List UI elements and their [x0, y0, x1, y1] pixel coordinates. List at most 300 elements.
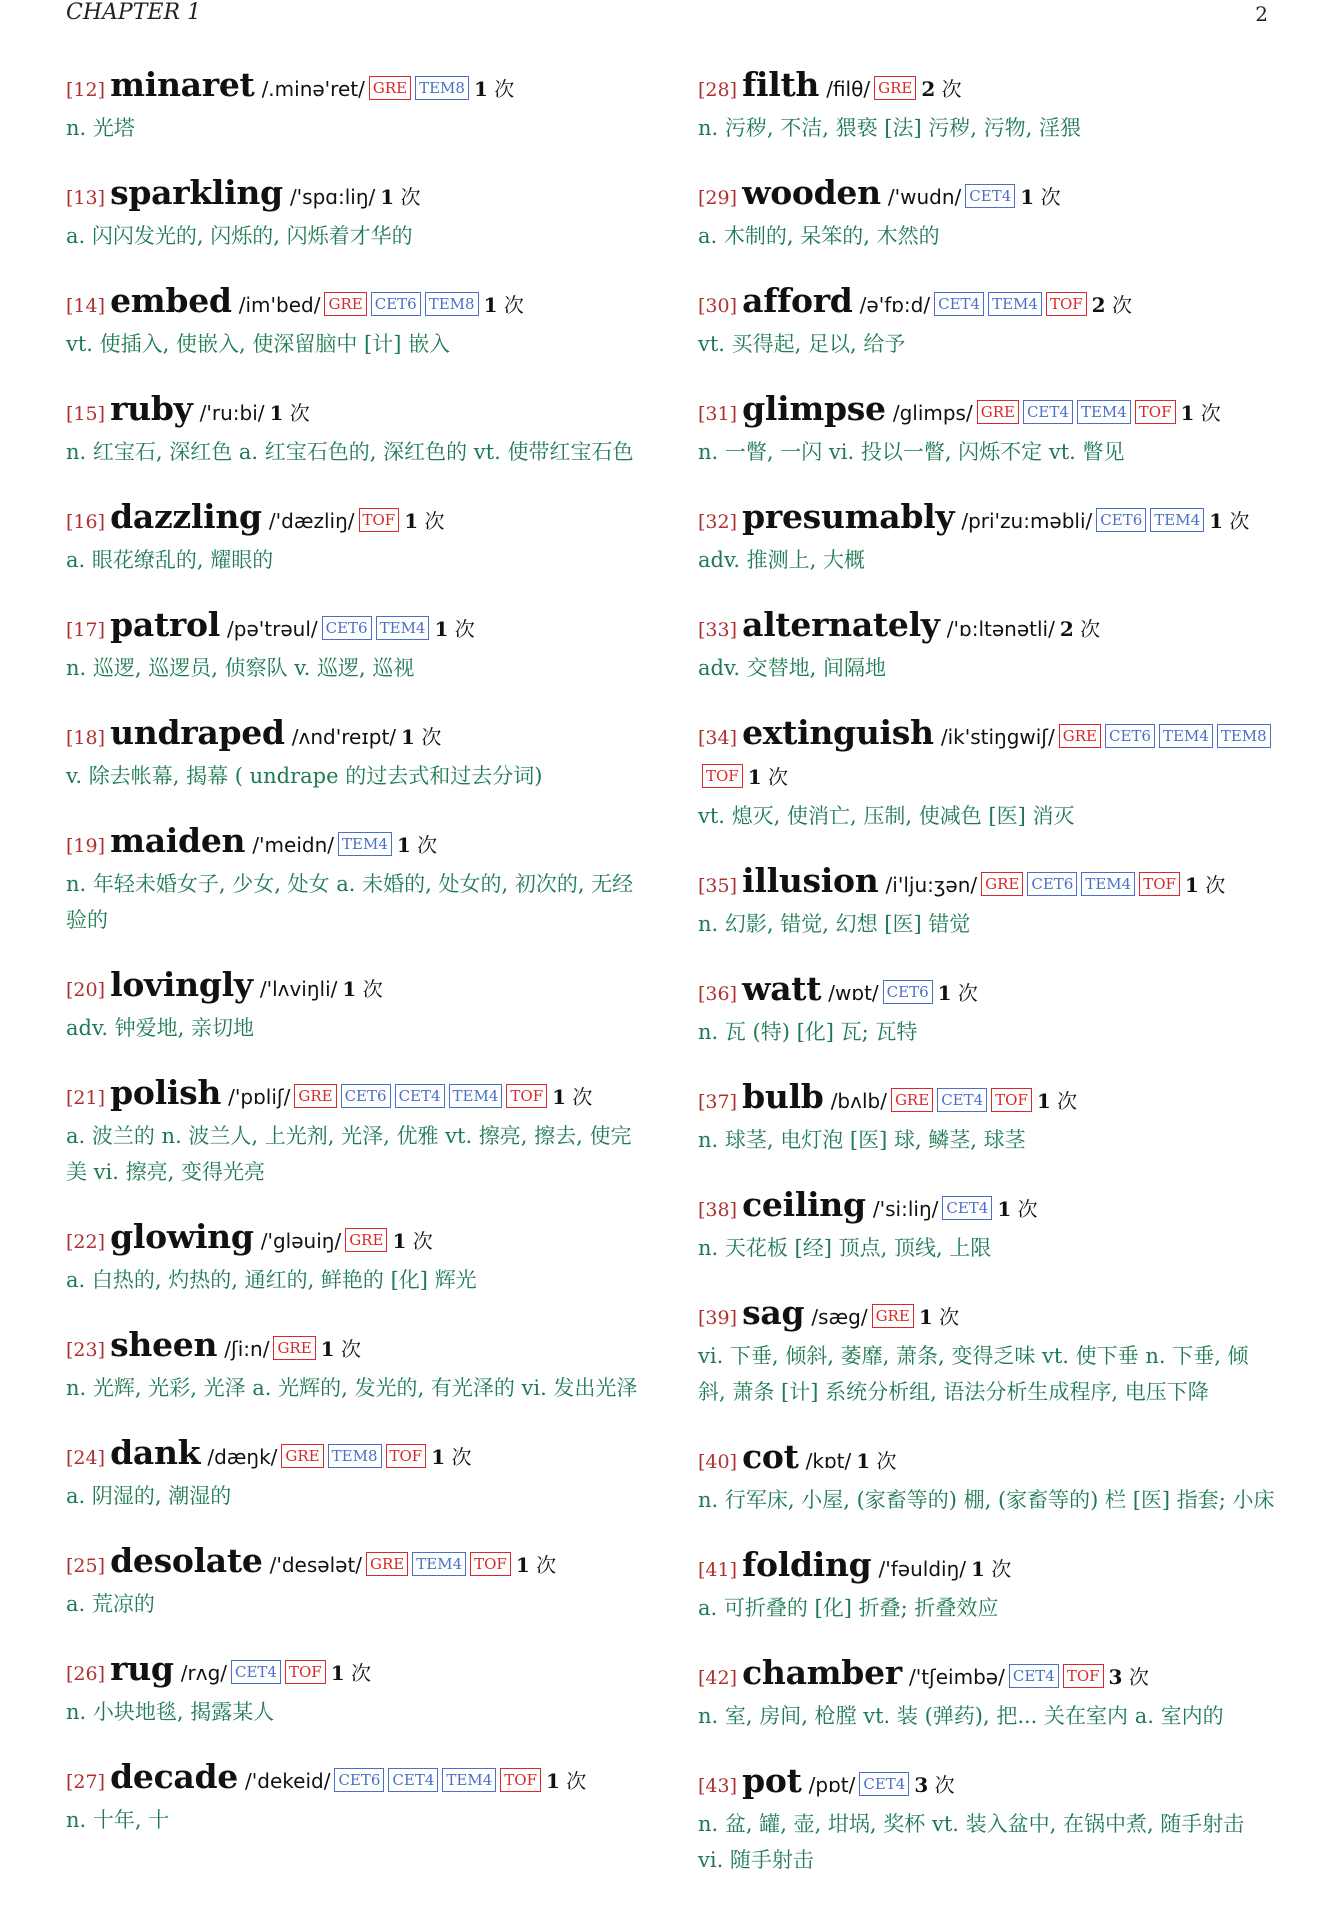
definition: vi. 下垂, 倾斜, 萎靡, 萧条, 变得乏味 vt. 使下垂 n. 下垂, 倾斜, 萧条 [计] 系统分析组, 语法分析生成程序, 电压下降 — [698, 1344, 1249, 1404]
count-unit: 次 — [991, 1557, 1012, 1581]
entry-headline — [698, 174, 1276, 218]
count-unit: 次 — [572, 1085, 593, 1109]
occurrence-count — [380, 185, 420, 209]
entry-headline — [698, 1762, 1276, 1806]
count-unit: 次 — [412, 1229, 433, 1253]
count-number: 1 — [515, 1553, 530, 1577]
count-unit: 次 — [1017, 1197, 1038, 1221]
vocab-entry — [66, 714, 646, 794]
occurrence-count — [321, 1337, 361, 1361]
count-number: 1 — [434, 617, 449, 641]
definition: n. 天花板 [经] 顶点, 顶线, 上限 — [698, 1236, 992, 1260]
headword: presumably — [742, 497, 955, 536]
count-number: 1 — [747, 765, 762, 789]
vocab-entry — [698, 174, 1276, 254]
headword: dazzling — [110, 497, 262, 536]
phonetic: /'desələt/ — [269, 1553, 363, 1577]
count-number: 2 — [921, 77, 936, 101]
exam-tag-cet4: CET4 — [965, 184, 1015, 208]
headword: ruby — [110, 389, 193, 428]
definition: n. 十年, 十 — [66, 1808, 170, 1832]
count-unit: 次 — [350, 1661, 371, 1685]
phonetic: /kɒt/ — [805, 1449, 852, 1473]
phonetic: /'wudn/ — [887, 185, 962, 209]
exam-tag-cet6: CET6 — [1105, 724, 1155, 748]
count-unit: 次 — [1057, 1089, 1078, 1113]
entry-number: [12] — [66, 79, 106, 101]
definition: v. 除去帐幕, 揭幕 ( undrape 的过去式和过去分词) — [66, 764, 543, 788]
entry-headline — [66, 606, 646, 650]
headword: maiden — [110, 821, 246, 860]
phonetic: /'meidn/ — [252, 833, 335, 857]
entry-headline — [66, 1650, 646, 1694]
right-column — [698, 66, 1276, 1906]
entry-headline — [698, 1078, 1276, 1122]
vocab-entry — [66, 174, 646, 254]
entry-headline — [66, 966, 646, 1010]
exam-tag-tof: TOF — [1139, 872, 1180, 896]
exam-tag-tof: TOF — [359, 508, 400, 532]
count-unit: 次 — [876, 1449, 897, 1473]
entry-number: [24] — [66, 1447, 106, 1469]
vocab-entry — [698, 1546, 1276, 1626]
vocab-entry — [66, 966, 646, 1046]
vocab-entry — [698, 1294, 1276, 1410]
headword: glimpse — [742, 389, 886, 428]
phonetic: /bʌlb/ — [830, 1089, 887, 1113]
vocab-entry — [698, 1654, 1276, 1734]
headword: wooden — [742, 173, 881, 212]
count-unit: 次 — [566, 1769, 587, 1793]
phonetic: /ə'fɒ:d/ — [859, 293, 931, 317]
entry-number: [35] — [698, 875, 738, 897]
entry-number: [39] — [698, 1307, 738, 1329]
exam-tag-tem4: TEM4 — [412, 1552, 466, 1576]
exam-tag-tem4: TEM4 — [376, 616, 430, 640]
entry-number: [27] — [66, 1771, 106, 1793]
headword: embed — [110, 281, 232, 320]
page-header — [66, 0, 1268, 30]
count-unit: 次 — [400, 185, 421, 209]
entry-headline — [698, 1186, 1276, 1230]
count-number: 1 — [971, 1557, 985, 1581]
exam-tag-tof: TOF — [500, 1768, 541, 1792]
entry-number: [28] — [698, 79, 738, 101]
entry-headline — [66, 66, 646, 110]
definition: n. 巡逻, 巡逻员, 侦察队 v. 巡逻, 巡视 — [66, 656, 415, 680]
exam-tag-cet6: CET6 — [1027, 872, 1077, 896]
exam-tag-cet4: CET4 — [388, 1768, 438, 1792]
count-number: 1 — [1209, 509, 1224, 533]
phonetic: /wɒt/ — [828, 981, 879, 1005]
count-number: 1 — [1020, 185, 1035, 209]
exam-tag-cet4: CET4 — [937, 1088, 987, 1112]
exam-tag-cet6: CET6 — [883, 980, 933, 1004]
exam-tag-cet6: CET6 — [1096, 508, 1146, 532]
phonetic: /i'lju:ʒən/ — [885, 873, 978, 897]
occurrence-count — [392, 1229, 432, 1253]
entry-headline — [66, 1758, 646, 1802]
occurrence-count — [914, 1773, 954, 1797]
exam-tag-cet4: CET4 — [231, 1660, 281, 1684]
count-unit: 次 — [503, 293, 524, 317]
entry-number: [17] — [66, 619, 106, 641]
headword: pot — [742, 1761, 802, 1800]
definition: a. 闪闪发光的, 闪烁的, 闪烁着才华的 — [66, 224, 413, 248]
count-unit: 次 — [957, 981, 978, 1005]
entry-headline — [66, 1434, 646, 1478]
exam-tag-gre: GRE — [294, 1084, 336, 1108]
count-number: 1 — [473, 77, 488, 101]
exam-tag-cet4: CET4 — [934, 292, 984, 316]
entry-number: [16] — [66, 511, 106, 533]
exam-tag-gre: GRE — [366, 1552, 408, 1576]
count-unit: 次 — [1040, 185, 1061, 209]
headword: glowing — [110, 1217, 254, 1256]
entry-number: [30] — [698, 295, 738, 317]
definition: adv. 交替地, 间隔地 — [698, 656, 887, 680]
vocab-entry — [66, 498, 646, 578]
exam-tag-gre: GRE — [981, 872, 1023, 896]
headword: sparkling — [110, 173, 283, 212]
vocab-entry — [66, 1326, 646, 1406]
exam-tag-cet6: CET6 — [334, 1768, 384, 1792]
headword: folding — [742, 1545, 872, 1584]
entry-number: [21] — [66, 1087, 106, 1109]
occurrence-count — [856, 1449, 896, 1473]
entry-headline — [698, 714, 1276, 798]
count-number: 1 — [269, 401, 284, 425]
headword: rug — [110, 1649, 174, 1688]
occurrence-count — [401, 725, 441, 749]
count-unit: 次 — [454, 617, 475, 641]
count-unit: 次 — [1200, 401, 1221, 425]
headword: undraped — [110, 713, 285, 752]
vocab-entry — [698, 1438, 1276, 1518]
count-number: 1 — [342, 977, 357, 1001]
exam-tag-tof: TOF — [1135, 400, 1176, 424]
definition: a. 眼花缭乱的, 耀眼的 — [66, 548, 274, 572]
exam-tag-tem4: TEM4 — [988, 292, 1042, 316]
exam-tag-gre: GRE — [874, 76, 916, 100]
phonetic: /ik'stiŋgwiʃ/ — [940, 725, 1055, 749]
exam-tag-tof: TOF — [991, 1088, 1032, 1112]
entry-number: [34] — [698, 727, 738, 749]
occurrence-count — [552, 1085, 592, 1109]
definition: adv. 推测上, 大概 — [698, 548, 866, 572]
entry-number: [31] — [698, 403, 738, 425]
headword: polish — [110, 1073, 222, 1112]
headword: bulb — [742, 1077, 824, 1116]
definition: vt. 使插入, 使嵌入, 使深留脑中 [计] 嵌入 — [66, 332, 451, 356]
exam-tag-cet6: CET6 — [341, 1084, 391, 1108]
occurrence-count — [484, 293, 524, 317]
phonetic: /'fəuldiŋ/ — [878, 1557, 967, 1581]
entry-number: [32] — [698, 511, 738, 533]
chapter-label: CHAPTER 1 — [66, 0, 201, 25]
count-number: 1 — [1184, 873, 1199, 897]
headword: extinguish — [742, 713, 934, 752]
phonetic: /'tʃeimbə/ — [908, 1665, 1005, 1689]
phonetic: /im'bed/ — [238, 293, 321, 317]
definition: n. 红宝石, 深红色 a. 红宝石色的, 深红色的 vt. 使带红宝石色 — [66, 440, 634, 464]
entry-headline — [698, 282, 1276, 326]
exam-tag-cet4: CET4 — [859, 1772, 909, 1796]
definition: a. 可折叠的 [化] 折叠; 折叠效应 — [698, 1596, 999, 1620]
occurrence-count — [921, 77, 961, 101]
entry-number: [23] — [66, 1339, 106, 1361]
entry-number: [25] — [66, 1555, 106, 1577]
count-number: 1 — [552, 1085, 567, 1109]
exam-tag-gre: GRE — [273, 1336, 315, 1360]
exam-tag-tem4: TEM4 — [449, 1084, 503, 1108]
entry-headline — [66, 714, 646, 758]
vocab-entry — [698, 714, 1276, 834]
entry-headline — [66, 1074, 646, 1118]
headword: decade — [110, 1757, 238, 1796]
exam-tag-gre: GRE — [977, 400, 1019, 424]
entry-number: [15] — [66, 403, 106, 425]
count-unit: 次 — [768, 765, 788, 789]
definition: a. 白热的, 灼热的, 通红的, 鲜艳的 [化] 辉光 — [66, 1268, 477, 1292]
count-number: 1 — [396, 833, 411, 857]
entry-headline — [698, 862, 1276, 906]
vocab-entry — [698, 970, 1276, 1050]
entry-number: [14] — [66, 295, 106, 317]
entry-headline — [698, 1438, 1276, 1482]
entry-headline — [66, 1218, 646, 1262]
phonetic: /pri'zu:məbli/ — [961, 509, 1093, 533]
exam-tag-tem4: TEM4 — [1159, 724, 1213, 748]
exam-tag-tem8: TEM8 — [1217, 724, 1271, 748]
vocab-entry — [698, 282, 1276, 362]
count-number: 1 — [918, 1305, 933, 1329]
exam-tag-gre: GRE — [281, 1444, 323, 1468]
phonetic: /pɒt/ — [808, 1773, 856, 1797]
definition: adv. 钟爱地, 亲切地 — [66, 1016, 255, 1040]
count-number: 1 — [392, 1229, 407, 1253]
phonetic: /pə'trəul/ — [227, 617, 318, 641]
vocab-entry — [698, 1186, 1276, 1266]
definition: n. 幻影, 错觉, 幻想 [医] 错觉 — [698, 912, 971, 936]
occurrence-count — [431, 1445, 471, 1469]
exam-tag-tof: TOF — [506, 1084, 547, 1108]
headword: sag — [742, 1293, 805, 1332]
occurrence-count — [434, 617, 474, 641]
occurrence-count — [1181, 401, 1221, 425]
vocab-entry — [66, 1650, 646, 1730]
exam-tag-gre: GRE — [872, 1304, 914, 1328]
vocab-entry — [66, 1218, 646, 1298]
entry-headline — [698, 1654, 1276, 1698]
phonetic: /'pɒliʃ/ — [228, 1085, 291, 1109]
count-number: 2 — [1091, 293, 1106, 317]
occurrence-count — [1060, 617, 1100, 641]
occurrence-count — [1092, 293, 1132, 317]
vocab-entry — [66, 1074, 646, 1190]
count-number: 1 — [401, 725, 415, 749]
definition: vt. 买得起, 足以, 给予 — [698, 332, 906, 356]
count-unit: 次 — [421, 725, 442, 749]
entry-number: [36] — [698, 983, 738, 1005]
count-unit: 次 — [494, 77, 515, 101]
phonetic: /glimps/ — [892, 401, 973, 425]
count-number: 1 — [937, 981, 952, 1005]
vocab-entry — [698, 66, 1276, 146]
exam-tag-gre: GRE — [1059, 724, 1101, 748]
headword: alternately — [742, 605, 940, 644]
definition: n. 污秽, 不洁, 猥亵 [法] 污秽, 污物, 淫猥 — [698, 116, 1082, 140]
entry-number: [41] — [698, 1559, 738, 1581]
phonetic: /sæg/ — [811, 1305, 868, 1329]
occurrence-count — [1185, 873, 1225, 897]
definition: vt. 熄灭, 使消亡, 压制, 使减色 [医] 消灭 — [698, 804, 1075, 828]
count-unit: 次 — [934, 1773, 955, 1797]
entry-headline — [698, 1294, 1276, 1338]
phonetic: /'si:liŋ/ — [872, 1197, 939, 1221]
phonetic: /filθ/ — [826, 77, 871, 101]
left-column — [66, 66, 646, 1866]
occurrence-count — [997, 1197, 1037, 1221]
entry-number: [20] — [66, 979, 106, 1001]
entry-number: [26] — [66, 1663, 106, 1685]
count-unit: 次 — [1111, 293, 1132, 317]
headword: ceiling — [742, 1185, 866, 1224]
exam-tag-tem8: TEM8 — [415, 76, 469, 100]
count-unit: 次 — [939, 1305, 960, 1329]
phonetic: /dæŋk/ — [207, 1445, 278, 1469]
headword: patrol — [110, 605, 220, 644]
entry-number: [33] — [698, 619, 738, 641]
entry-number: [13] — [66, 187, 106, 209]
exam-tag-cet6: CET6 — [322, 616, 372, 640]
count-number: 2 — [1059, 617, 1074, 641]
count-number: 1 — [1036, 1089, 1051, 1113]
headword: cot — [742, 1437, 799, 1476]
entry-number: [42] — [698, 1667, 738, 1689]
entry-number: [18] — [66, 727, 106, 749]
headword: dank — [110, 1433, 201, 1472]
phonetic: /'ɒ:ltənətli/ — [946, 617, 1055, 641]
phonetic: /.minə'ret/ — [261, 77, 365, 101]
entry-number: [38] — [698, 1199, 738, 1221]
vocab-entry — [66, 1542, 646, 1622]
occurrence-count — [516, 1553, 556, 1577]
count-number: 1 — [431, 1445, 446, 1469]
entry-headline — [698, 606, 1276, 650]
count-number: 1 — [320, 1337, 335, 1361]
definition: n. 光塔 — [66, 116, 135, 140]
definition: a. 波兰的 n. 波兰人, 上光剂, 光泽, 优雅 vt. 擦亮, 擦去, 使完美 vi. 擦亮, 变得光亮 — [66, 1124, 632, 1184]
occurrence-count — [404, 509, 444, 533]
entry-headline — [698, 498, 1276, 542]
count-number: 1 — [483, 293, 498, 317]
exam-tag-cet6: CET6 — [371, 292, 421, 316]
exam-tag-gre: GRE — [324, 292, 366, 316]
count-number: 1 — [380, 185, 395, 209]
occurrence-count — [938, 981, 978, 1005]
occurrence-count — [270, 401, 310, 425]
headword: filth — [742, 65, 820, 104]
definition: n. 小块地毯, 揭露某人 — [66, 1700, 275, 1724]
exam-tag-tem4: TEM4 — [442, 1768, 496, 1792]
entry-headline — [698, 390, 1276, 434]
count-number: 1 — [545, 1769, 560, 1793]
occurrence-count — [971, 1557, 1011, 1581]
count-unit: 次 — [1205, 873, 1226, 897]
entry-headline — [698, 970, 1276, 1014]
vocab-entry — [698, 862, 1276, 942]
count-unit: 次 — [289, 401, 310, 425]
definition: n. 球茎, 电灯泡 [医] 球, 鳞茎, 球茎 — [698, 1128, 1026, 1152]
count-unit: 次 — [536, 1553, 557, 1577]
count-unit: 次 — [451, 1445, 472, 1469]
headword: illusion — [742, 861, 879, 900]
entry-headline — [66, 498, 646, 542]
entry-headline — [66, 174, 646, 218]
exam-tag-cet4: CET4 — [942, 1196, 992, 1220]
count-unit: 次 — [941, 77, 962, 101]
exam-tag-tof: TOF — [702, 764, 743, 788]
exam-tag-tof: TOF — [1046, 292, 1087, 316]
exam-tag-cet4: CET4 — [1009, 1664, 1059, 1688]
vocab-entry — [66, 1758, 646, 1838]
headword: watt — [742, 969, 822, 1008]
entry-headline — [698, 1546, 1276, 1590]
count-number: 1 — [330, 1661, 345, 1685]
vocab-entry — [66, 822, 646, 938]
phonetic: /'gləuiŋ/ — [260, 1229, 342, 1253]
headword: lovingly — [110, 965, 253, 1004]
vocab-entry — [66, 390, 646, 470]
headword: sheen — [110, 1325, 218, 1364]
count-unit: 次 — [1128, 1665, 1149, 1689]
exam-tag-tem4: TEM4 — [338, 832, 392, 856]
headword: desolate — [110, 1541, 263, 1580]
count-unit: 次 — [424, 509, 445, 533]
occurrence-count — [397, 833, 437, 857]
entry-number: [37] — [698, 1091, 738, 1113]
exam-tag-tof: TOF — [470, 1552, 511, 1576]
page-number: 2 — [1255, 2, 1268, 26]
exam-tag-tof: TOF — [386, 1444, 427, 1468]
count-number: 1 — [856, 1449, 871, 1473]
phonetic: /rʌg/ — [180, 1661, 227, 1685]
exam-tag-cet4: CET4 — [395, 1084, 445, 1108]
definition: n. 瓦 (特) [化] 瓦; 瓦特 — [698, 1020, 918, 1044]
occurrence-count — [331, 1661, 371, 1685]
exam-tag-tem4: TEM4 — [1077, 400, 1131, 424]
exam-tag-tem4: TEM4 — [1081, 872, 1135, 896]
entry-headline — [698, 66, 1276, 110]
headword: afford — [742, 281, 853, 320]
headword: chamber — [742, 1653, 902, 1692]
definition: n. 一瞥, 一闪 vi. 投以一瞥, 闪烁不定 vt. 瞥见 — [698, 440, 1125, 464]
phonetic: /'ru:bi/ — [199, 401, 265, 425]
vocab-entry — [66, 282, 646, 362]
definition: n. 年轻未婚女子, 少女, 处女 a. 未婚的, 处女的, 初次的, 无经验的 — [66, 872, 634, 932]
count-number: 1 — [1180, 401, 1195, 425]
entry-number: [22] — [66, 1231, 106, 1253]
vocab-entry — [698, 390, 1276, 470]
entry-number: [40] — [698, 1451, 738, 1473]
entry-headline — [66, 282, 646, 326]
definition: n. 盆, 罐, 壶, 坩埚, 奖杯 vt. 装入盆中, 在锅中煮, 随手射击 vi. 随手射击 — [698, 1812, 1245, 1872]
count-unit: 次 — [417, 833, 438, 857]
count-unit: 次 — [1229, 509, 1250, 533]
phonetic: /ʃi:n/ — [224, 1337, 270, 1361]
phonetic: /'dæzliŋ/ — [268, 509, 355, 533]
